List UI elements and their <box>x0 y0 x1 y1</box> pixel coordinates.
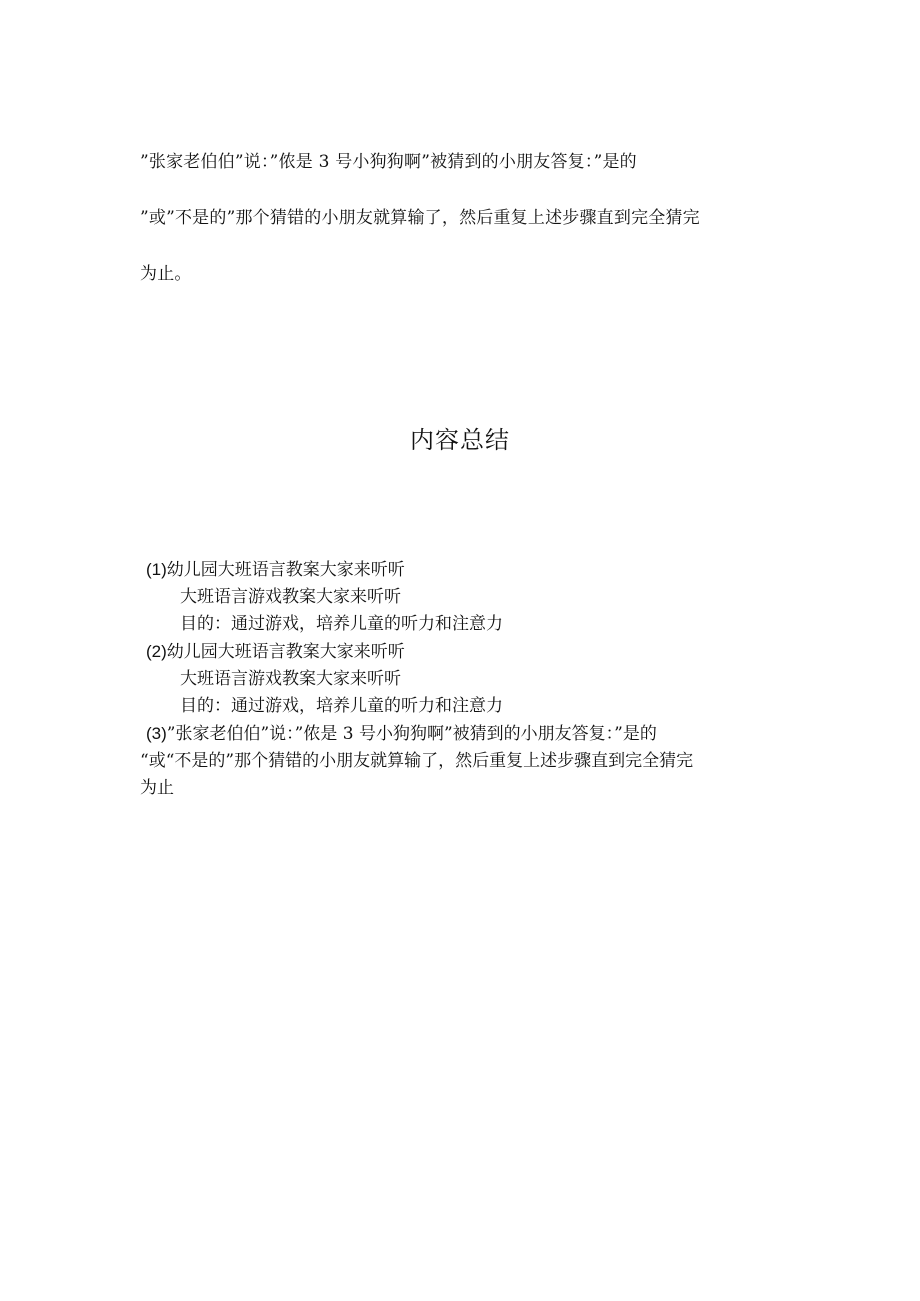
item-number: (3) <box>146 724 167 743</box>
summary-item-goal: 目的：通过游戏，培养儿童的听力和注意力 <box>180 696 503 716</box>
summary-title: 内容总结 <box>410 426 510 454</box>
paragraph-line: ”或”不是的”那个猜错的小朋友就算输了，然后重复上述步骤直到完全猜完 <box>140 208 700 228</box>
summary-item-continuation: “或“不是的”那个猜错的小朋友就算输了，然后重复上述步骤直到完全猜完 <box>140 751 694 771</box>
summary-item-subtitle: 大班语言游戏教案大家来听听 <box>180 669 401 689</box>
summary-item-heading <box>146 638 806 666</box>
item-heading-text: ”张家老伯伯”说：”侬是 3 号小狗狗啊”被猜到的小朋友答复：”是的 <box>166 724 657 744</box>
paragraph-line: ”张家老伯伯”说：”侬是 3 号小狗狗啊”被猜到的小朋友答复：”是的 <box>140 152 637 172</box>
summary-item-heading <box>146 720 806 748</box>
item-heading-text: 幼儿园大班语言教案大家来听听 <box>166 560 405 580</box>
item-heading-text: 幼儿园大班语言教案大家来听听 <box>166 642 405 662</box>
item-number: (1) <box>146 560 167 579</box>
summary-list <box>140 556 806 802</box>
summary-item-continuation: 为止 <box>140 778 174 798</box>
item-number: (2) <box>146 642 167 661</box>
paragraph-line: 为止。 <box>140 264 192 284</box>
body-paragraph <box>140 134 790 302</box>
summary-item-heading <box>146 556 806 584</box>
summary-item-subtitle: 大班语言游戏教案大家来听听 <box>180 587 401 607</box>
summary-item-goal: 目的：通过游戏，培养儿童的听力和注意力 <box>180 614 503 634</box>
